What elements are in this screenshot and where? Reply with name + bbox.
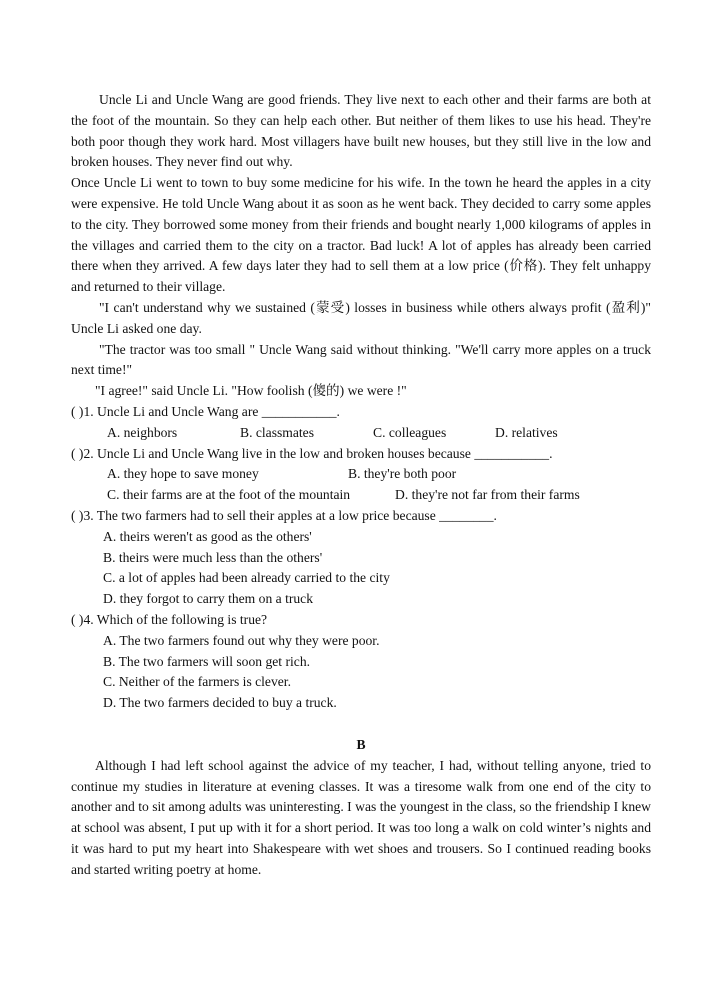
question-1-stem: ( )1. Uncle Li and Uncle Wang are ___________. <box>71 403 340 419</box>
question-2-option-a: A. they hope to save money <box>107 466 259 482</box>
passage-a-paragraph-2: Once Uncle Li went to town to buy some medicine for his wife. In the town he heard the apples in a city were expensive. He told Uncle Wang about it as soon as he went back. They decided to carry some apples to the city. They borrowed some money from their friends and bought nearly 1,000 kilograms of apples in the villages and carried them to the city on a tractor. Bad luck! A lot of apples has already been carried there when they arrived. A few days later they had to sell them at a low price (价格). They felt unhappy and returned to their village. <box>71 175 651 295</box>
question-4-option-c: C. Neither of the farmers is clever. <box>103 674 291 690</box>
passage-a-paragraph-3: "I can't understand why we sustained (蒙受) losses in business while others always profit (盈利)" Uncle Li asked one day. <box>71 299 651 336</box>
question-2-options-row-2 <box>71 485 651 506</box>
passage-a-paragraph-5: "I agree!" said Uncle Li. "How foolish (傻的) we were !" <box>95 383 407 399</box>
passage-b-heading: B <box>356 736 366 752</box>
question-3-option-d: D. they forgot to carry them on a truck <box>103 591 314 607</box>
question-3-option-c: C. a lot of apples had been already carried to the city <box>103 570 390 586</box>
question-4-option-d: D. The two farmers decided to buy a truck. <box>103 695 337 711</box>
question-2-stem: ( )2. Uncle Li and Uncle Wang live in the low and broken houses because ___________. <box>71 445 553 461</box>
question-3-stem: ( )3. The two farmers had to sell their apples at a low price because ________. <box>71 507 497 523</box>
question-1-option-d: D. relatives <box>495 424 558 440</box>
passage-a-paragraph-4: "The tractor was too small " Uncle Wang said without thinking. "We'll carry more apples on a truck next time!" <box>71 341 651 378</box>
passage-b-paragraph-1: Although I had left school against the advice of my teacher, I had, without telling anyone, tried to continue my studies in literature at evening classes. It was a tiresome walk from one end of the city to another and to sit among adults was uninteresting. I was the youngest in the class, so the friendship I knew at school was absent, I put up with it for a short period. It was too long a walk on cold winter’s nights and it was hard to put my heart into Shakespeare with wet shoes and trousers. So I continued reading books and started writing poetry at home. <box>71 757 651 877</box>
question-3-option-b: B. theirs were much less than the others' <box>103 549 323 565</box>
question-1-options <box>71 423 651 444</box>
question-4-option-a: A. The two farmers found out why they were poor. <box>103 632 380 648</box>
question-list <box>71 402 651 714</box>
question-4-stem: ( )4. Which of the following is true? <box>71 611 268 627</box>
question-1-option-c: C. colleagues <box>373 424 447 440</box>
question-2-options-row-1 <box>71 464 651 485</box>
question-3-option-a: A. theirs weren't as good as the others' <box>103 528 312 544</box>
question-4-option-b: B. The two farmers will soon get rich. <box>103 653 311 669</box>
question-2-option-d: D. they're not far from their farms <box>395 487 580 503</box>
document-page <box>71 90 651 880</box>
question-2-option-b: B. they're both poor <box>348 466 457 482</box>
question-1-option-a: A. neighbors <box>107 424 178 440</box>
question-1-option-b: B. classmates <box>240 424 314 440</box>
question-2-option-c: C. their farms are at the foot of the mountain <box>107 487 351 503</box>
passage-a-paragraph-1: Uncle Li and Uncle Wang are good friends. They live next to each other and their farms are both at the foot of the mountain. So they can help each other. But neither of them likes to use his head. They're both poor though they work hard. Most villagers have built new houses, but they still live in the low and broken houses. They never find out why. <box>71 92 651 170</box>
passage-a <box>71 90 651 402</box>
passage-b <box>71 735 651 881</box>
